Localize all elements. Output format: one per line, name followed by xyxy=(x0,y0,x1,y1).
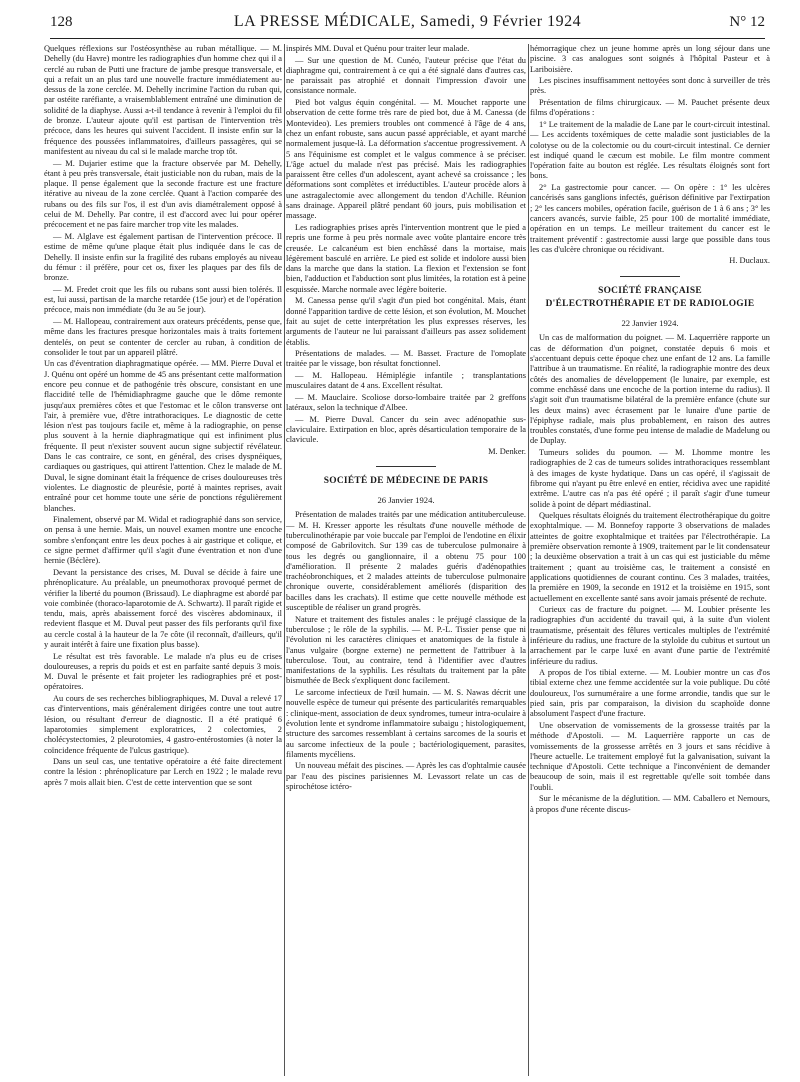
article-paragraph: hémorragique chez un jeune homme après un long séjour dans une piscine. 3 cas analogues sont soignés à l'hôpital Pasteur et à Lariboisière. xyxy=(530,44,770,74)
article-paragraph: Un cas de malformation du poignet. — M. Laquerrière rapporte un cas de déformation d'un poignet, constatée depuis 6 mois et s'accentuant depuis cette époque chez une enfant de 12 ans. La famille l'attribue à un traumatisme. En réalité, la radiographie montre des deux côtés des anomalies de développement (le lunaire, par exemple, est comme enchâssé dans une encoche de la portion interne du radius). Il s'agit soit d'un traumatisme bilatéral de la première enfance (chute sur les deux mains) avec écrasement par le lunaire d'une partie de l'épiphyse radiale, mais plus probablement, en raison des autres troubles constatés, d'une forme peu intense de maladie de Madelung ou de Duplay. xyxy=(530,333,770,446)
article-paragraph: Présentation de malades traités par une médication antituberculeuse. — M. H. Kresser apporte les résultats d'une nouvelle méthode de tuberculinothérapie par voie buccale par l'emploi de l'endotine en élixir composé de Gabrilovitch. Sur 139 cas de tuberculose pulmonaire à tous les degrés ou ganglionnaire, il a obtenu 75 pour 100 d'amélioration. Il présente 2 malades guéris d'adénopathies trachéobronchiques, et 2 malades atteints de tuberculose pulmonaire chronique ouverte, considérablement améliorés (disparition des bacilles dans les crachats). Il estime que cette nouvelle méthode est susceptible de réaliser un grand progrès. xyxy=(286,510,526,613)
article-paragraph: — Sur une question de M. Cunéo, l'auteur précise que l'état du diaphragme qui, contrairement à ce qui a été signalé dans d'autres cas, ne paraissait pas atrophié et donnait l'impression d'avoir une consistance normale. xyxy=(286,55,526,96)
article-paragraph: Quelques résultats éloignés du traitement électrothérapique du goitre exophtalmique. — M. Bonnefoy rapporte 3 observations de malades atteintes de goitre exophtalmique et traitées par l'électrothérapie. La première observation remonte à 1909, traitement par le lit condensateur ; la deuxième observation a trait à un cas qui est justiciable du même traitement ; quant au troisième cas, le traitement a consisté en applications quotidiennes de courant continu. Ces 3 malades, traitées, la première en 1909, la seconde en 1912 et la troisième en 1915, sont actuellement en excellente santé sans avoir jamais présenté de rechute. xyxy=(530,511,770,603)
article-paragraph: Un cas d'éventration diaphragmatique opérée. — MM. Pierre Duval et J. Quénu ont opéré un homme de 45 ans présentant cette malformation encore peu connue et de pathogénie très obscure, consistant en une flaccidité telle de l'hémidiaphragme gauche que le dôme remonte jusqu'aux premières côtes et que l'estomac et le côlon transverse ont l'air, à première vue, d'être intrathoraciques. Le diagnostic de cette lésion n'est pas toujours facile et, même à la radiographie, on pense plus souvent à la hernie diaphragmatique qui est infiniment plus fréquente. Il peut n'exister souvent aucun signe subjectif révélateur. Dans le cas contraire, ce sont, en général, des crises dyspnéiques, cardiaques ou gastriques, qui attirent l'attention. Chez le malade de M. Duval, le signe dominant était la fréquence de crises douloureuses très violentes. Le diagnostic de pleurésie, porté à maintes reprises, avait entraîné pour cet homme toute une série de ponctions régulièrement blanches. xyxy=(44,359,282,513)
page-header xyxy=(50,10,765,39)
article-paragraph: Tumeurs solides du poumon. — M. Lhomme montre les radiographies de 2 cas de tumeurs solides intrathoraciques ressemblant à des images de kyste hydatique. Dans un cas opéré, il s'agissait de fibrome qui n'ayant pu être enlevé en entier, récidiva avec une rapidité extrême. L'autre cas n'a pas été opéré ; il paraît s'agir d'une tumeur solide à point de départ médiastinal. xyxy=(530,448,770,509)
article-paragraph: Les piscines insuffisamment nettoyées sont donc à surveiller de très près. xyxy=(530,76,770,96)
article-paragraph: Dans un seul cas, une tentative opératoire a été faite directement contre la lésion : phrénoplicature par Lerch en 1922 ; le malade revu après 7 mois allait bien. C'est de cette intervention que se sont xyxy=(44,757,282,787)
article-paragraph: — M. Dujarier estime que la fracture observée par M. Dehelly, étant à peu près transversale, était justiciable non du ruban, mais de la plaque. Il pense également que la seconde fracture est une fracture itérative au niveau de la zone cerclée. Quant à l'action comparée des rubans ou des fils sur l'os, il est d'un avis diamétralement opposé à celui de M. Dehelly. Par contre, il est d'accord avec lui pour opérer précocement et ne pas faire marcher trop vite les malades. xyxy=(44,158,282,230)
section-heading xyxy=(286,466,526,505)
column-divider xyxy=(528,44,529,1076)
author-signature: H. Duclaux. xyxy=(729,256,770,266)
article-paragraph: — M. Hallopeau. Hémiplégie infantile ; transplantations musculaires datant de 4 ans. Excellent résultat. xyxy=(286,370,526,391)
section-title: SOCIÉTÉ DE MÉDECINE DE PARIS xyxy=(323,476,489,487)
article-paragraph: — M. Fredet croit que les fils ou rubans sont aussi bien tolérés. Il est, lui aussi, partisan de la marche retardée (15e jour) et de l'opération précoce, mais non immédiate (du 3e au 5e jour). xyxy=(44,284,282,315)
article-paragraph: Au cours de ses recherches bibliographiques, M. Duval a relevé 17 cas d'interventions, mais généralement dirigées contre une tout autre lésion, ou résultant d'erreur de diagnostic. Il a été pratiqué 6 laparotomies simplement exploratrices, 2 colectomies, 2 cholécystectomies, 2 pleurotomies, 4 gastro-entérostomies (à noter la coïncidence fréquente de l'ulcus gastrique). xyxy=(44,694,282,755)
article-paragraph: Présentations de malades. — M. Basset. Fracture de l'omoplate traitée par le vissage, bon résultat fonctionnel. xyxy=(286,349,526,369)
issue-number: N° 12 xyxy=(729,14,765,30)
article-paragraph: — M. Hallopeau, contrairement aux orateurs précédents, pense que, même dans les fractures presque horizontales mais à traits fortement dentelés, on peut se contenter de cercler au ruban, à condition de consolider le tout par un appareil plâtré. xyxy=(44,316,282,357)
article-paragraph: 1° Le traitement de la maladie de Lane par le court-circuit intestinal. — Les accidents toxémiques de cette maladie sont justiciables de la colotyse ou de la colectomie ou du court-circuit intestinal. Ce dernier est indiqué quand le cæcum est mobile. Le film montre comment l'opération faite au bouton est réglée. Les résultats éloignés sont fort bons. xyxy=(530,119,770,181)
author-signature: M. Denker. xyxy=(488,446,526,456)
article-paragraph: Nature et traitement des fistules anales : le préjugé classique de la tuberculose ; le rôle de la syphilis. — M. P.-L. Tissier pense que ni l'évolution ni les caractères cliniques et anatomiques de la fistule à l'anus vulgaire (borgne externe) ne permettent de l'attribuer à la tuberculose. Tout, au contraire, tend à l'identifier avec d'autres manifestations de la syphilis. Les résultats du traitement par la pâte bismuthée de Beck s'expliquent donc facilement. xyxy=(286,614,526,686)
article-paragraph: inspirés MM. Duval et Quénu pour traiter leur malade. xyxy=(286,44,470,53)
page-number: 128 xyxy=(50,14,73,30)
section-rule xyxy=(620,276,680,277)
article-paragraph: Le résultat est très favorable. Le malade n'a plus eu de crises douloureuses, a repris du poids et est en parfaite santé depuis 3 mois. M. Duval le présente et fait projeter les radiographies pré et post-opératoires. xyxy=(44,651,282,692)
article-paragraph: Le sarcome infectieux de l'œil humain. — M. S. Nawas décrit une nouvelle espèce de tumeur qui présente des particularités remarquables : clinique-ment, association de deux syndromes, tumeur intra-oculaire à évolution lente et syndrome inflammatoire subaigu ; histologiquement, structure des sarcomes ressemblant à certains sarcomes de la souris et au sarcome infectieux de la poule ; bactériologiquement, parasites, filaments mycéliens. xyxy=(286,688,526,759)
column-right xyxy=(530,44,770,1076)
section-title-line2: D'ÉLECTROTHÉRAPIE ET DE RADIOLOGIE xyxy=(545,299,755,310)
article-paragraph: Devant la persistance des crises, M. Duval se décide à faire une phrénoplicature. Au préalable, un pneumothorax provoqué permet de vérifier la liberté du poumon (Brissaud). Le diaphragme est abordé par voie combinée (thoraco-laparotomie de A. Schwartz). Il paraît rigide et tendu, mais, après abaissement forcé des viscères abdominaux, il redevient flasque et M. Duval peut passer des fils perforants qu'il fixe au cercle costal à la hauteur de la 7e côte (il reconnaît, d'ailleurs, qu'il y aurait intérêt à faire une fixation plus basse). xyxy=(44,567,282,649)
column-divider xyxy=(284,44,285,1076)
article-paragraph: Pied bot valgus équin congénital. — M. Mouchet rapporte une observation de cette forme très rare de pied bot, due à M. Canessa (de Montevideo). Les premiers troubles ont commencé à l'âge de 4 ans, chez un enfant robuste, sans aucun passé appréciable, et ayant marché normalement jusque-là. La déformation s'accentue progressivement. A 5 ans l'équinisme est complet et le valgus commence à se préciser. L'âge actuel du malade n'est pas précisé. Mais les radiographies paraissent être celles d'un adolescent, ayant achevé sa croissance ; les déformations sont complètes et irréductibles. L'auteur procède alors à une astragalectomie avec allongement du tendon d'Achille. Réunion sans drainage. Appareil plâtré pendant 60 jours, puis mobilisation et massage. xyxy=(286,98,526,221)
article-paragraph: — M. Pierre Duval. Cancer du sein avec adénopathie sus-claviculaire. Extirpation en bloc, après désarticulation temporaire de la clavicule. xyxy=(286,414,526,445)
section-heading xyxy=(530,276,770,329)
section-title: SOCIÉTÉ FRANÇAISE xyxy=(598,285,702,296)
section-rule xyxy=(376,466,436,467)
article-paragraph: A propos de l'os tibial externe. — M. Loubier montre un cas d'os tibial externe chez une femme accidentée sur la voie publique. Du côté douloureux, l'os surnuméraire a une forme arrondie, tandis que sur le pied sain, pris par comparaison, la division du scaphoïde donne absolument l'aspect d'une fracture. xyxy=(530,668,770,719)
section-date: 26 Janvier 1924. xyxy=(377,494,435,505)
article-paragraph: 2° La gastrectomie pour cancer. — On opère : 1° les ulcères cancérisés sans ganglions infectés, guérison définitive par l'extirpation ; 2° les cancers mobiles, opération facile, guérison de 1 à 6 ans ; 3° les cancers avancés, survie faible, 25 pour 100 de mortalité immédiate, opération en un temps. Le meilleur traitement du cancer est le traitement préventif : gastrectomie aussi large que possible dans tous les cas d'ulcère chronique ou récidivant. xyxy=(530,183,770,254)
section-date: 22 Janvier 1924. xyxy=(621,317,679,328)
journal-title: LA PRESSE MÉDICALE, Samedi, 9 Février 1924 xyxy=(233,13,582,30)
article-paragraph: Finalement, observé par M. Widal et radiographié dans son service, on pensa à une hernie. Mais, un nouvel examen montre une encoche sombre s'enfonçant entre les deux poches à air gastrique et colique, et ce signe permet d'affirmer qu'il s'agit d'une éventration et non d'une hernie (Béclère). xyxy=(44,515,282,566)
article-paragraph: Quelques réflexions sur l'ostéosynthèse au ruban métallique. — M. Dehelly (du Havre) montre les radiographies d'un homme chez qui il a cerclé au ruban de Putti une fracture de jambe presque transversale, et qui a refait un an plus tard une nouvelle fracture immédiatement au-dessus de la zone cerclée. M. Dehelly incrimine l'action du ruban qui, par ostéite raréfiante, a vraisemblablement entraîné une diminution de solidité de la diaphyse. Aussi a-t-il tendance à revenir à l'emploi du fil de bronze. L'auteur ajoute qu'il est partisan de l'intervention très précoce, dans les heures qui suivent l'accident. Il insiste enfin sur la fréquence des poussées inflammatoires, d'ailleurs passagères, qui se manifestent au niveau du cal si le malade marche trop tôt. xyxy=(44,44,282,156)
article-paragraph: Curieux cas de fracture du poignet. — M. Loubier présente les radiographies d'un accidenté du travail qui, à la suite d'un violent traumatisme, présentait des fêlures verticales multiples de l'extrémité inférieure du radius, une fracture de la styloïde du cubitus et surtout un arrachement par le carpe luxé en avant d'une partie de l'extrémité inférieure du radius. xyxy=(530,605,770,666)
article-paragraph: — M. Alglave est également partisan de l'intervention précoce. Il estime de même qu'une plaque était plus indiquée dans le cas de Dehelly. Il insiste enfin sur la fragilité des rubans employés au niveau du fémur : il préfère, pour cet os, fixer les plaques par des fils de bronze. xyxy=(44,231,282,283)
article-paragraph: Les radiographies prises après l'intervention montrent que le pied a repris une forme à peu près normale avec voûte plantaire encore très creusée. Le calcanéum est bien enchâssé dans la mortaise, mais légèrement basculé en arrière. Le pied est solide et indolore aussi bien dans la marche que dans la station. La flexion et l'extension se font bien, l'adduction et l'abduction sont plus limitées, la rotation est à peine esquissée. Marche normale avec légère boiterie. xyxy=(286,222,526,294)
article-paragraph: Une observation de vomissements de la grossesse traités par la méthode d'Apostoli. — M. Laquerrière rapporte un cas de vomissements de la grossesse arrêtés en 3 jours et sans récidive à l'heure actuelle. Le traitement employé fut la galvanisation, suivant la technique d'Apostoli. Cette technique a l'inconvénient de demander beaucoup de soin, mais il est regrettable qu'elle soit tombée dans l'oubli. xyxy=(530,720,770,792)
article-paragraph: Présentation de films chirurgicaux. — M. Pauchet présente deux films d'opérations : xyxy=(530,98,770,118)
article-paragraph: Sur le mécanisme de la déglutition. — MM. Caballero et Nemours, à propos d'une récente discus- xyxy=(530,794,770,814)
article-paragraph: — M. Mauclaire. Scoliose dorso-lombaire traitée par 2 greffons latéraux, selon la technique d'Albee. xyxy=(286,392,526,413)
article-paragraph: M. Canessa pense qu'il s'agit d'un pied bot congénital. Mais, étant donné l'apparition tardive de cette lésion, et son évolution, M. Mouchet fait au sujet de cette interprétation les plus expresses réserves, les arguments de l'auteur ne lui paraissant d'ailleurs pas assez solidement établis. xyxy=(286,296,526,347)
article-paragraph: Un nouveau méfait des piscines. — Après les cas d'ophtalmie causée par l'eau des piscines parisiennes M. Levassort relate un cas de spirochétose ictéro- xyxy=(286,761,526,791)
column-middle xyxy=(286,44,526,1076)
column-left xyxy=(44,44,282,1076)
